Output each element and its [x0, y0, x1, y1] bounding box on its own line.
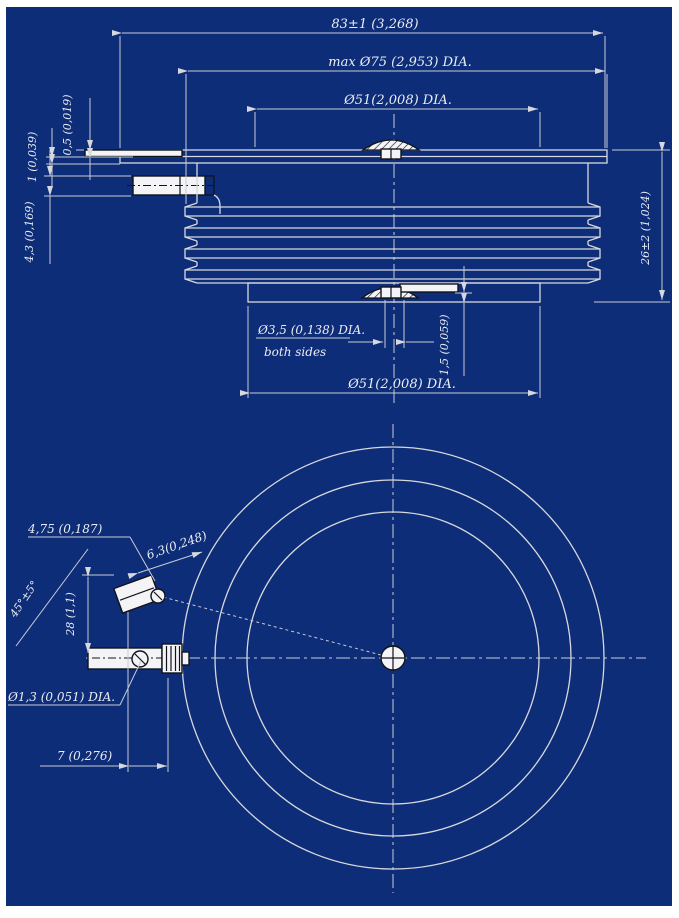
dim-height-label: 26±2 (1,024) — [639, 191, 652, 265]
dim-max-dia-label: max Ø75 (2,953) DIA. — [328, 55, 472, 70]
cap-stub — [182, 652, 189, 665]
dim-terminal-offset-label: 28 (1,1) — [64, 592, 77, 636]
dim-recess-depth-label: 1,5 (0,059) — [438, 314, 451, 376]
center-mark — [381, 646, 405, 670]
dim-pole-dia-top-label: Ø51(2,008) DIA. — [344, 93, 452, 108]
dim-cap-length-label: 7 (0,276) — [57, 749, 113, 763]
dim-pole-dia-bottom-label: Ø51(2,008) DIA. — [348, 377, 456, 392]
sheet-background — [6, 7, 672, 906]
dim-terminal-length-label: 6,3(0,248) — [144, 528, 209, 563]
gate-bar — [400, 284, 458, 292]
dim-lead-angle-label: 45°±5° — [7, 578, 42, 620]
gate-strip — [85, 150, 182, 157]
dim-gate-hole-note: both sides — [264, 345, 327, 359]
dim-step-small-top-label: 0,5 (0,019) — [61, 94, 74, 156]
dim-gate-tube-label: 4,3 (0,169) — [23, 201, 36, 263]
dim-overall-width-label: 83±1 (3,268) — [331, 17, 419, 32]
dim-step-plate-label: 1 (0,039) — [26, 131, 39, 183]
lead-sleeve-assembly — [88, 644, 189, 673]
dim-terminal-width-label: 4,75 (0,187) — [28, 522, 103, 536]
dim-gate-hole-label: Ø3,5 (0,138) DIA. — [258, 323, 366, 337]
dim-wire-dia-label: Ø1,3 (0,051) DIA. — [8, 690, 116, 704]
